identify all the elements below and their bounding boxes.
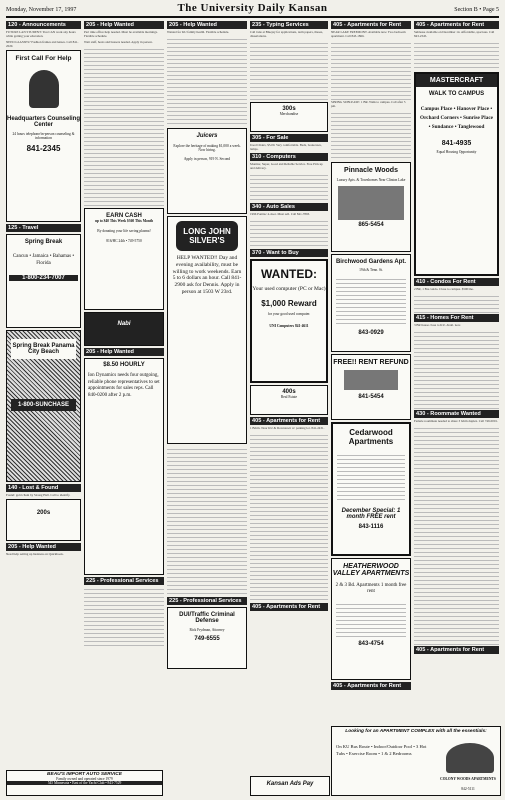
classified-text: FUTURE LAN STUDENT: You CAN work any hours while getting your education. bbox=[6, 30, 76, 38]
ad-title: BEAU'S IMPORT AUTO SERVICE bbox=[47, 772, 122, 777]
section-heading: 410 - Condos For Rent bbox=[414, 278, 499, 286]
section-heading: 120 - Announcements bbox=[6, 21, 81, 29]
classified-text-block bbox=[414, 293, 499, 313]
classified-text: Part time office help needed. Must be available mornings. Flexible schedule. bbox=[84, 30, 158, 38]
beaus-auto-ad bbox=[6, 770, 163, 796]
ad-list: Cancun • Jamaica • Bahamas • Florida bbox=[12, 254, 75, 266]
ad-company: UNI Computers 841-4611 bbox=[269, 323, 309, 328]
ad-body: Your used computer (PC or Mac) bbox=[252, 286, 326, 292]
ad-title: Cedarwood Apartments bbox=[348, 428, 394, 446]
classified-text-block bbox=[331, 110, 411, 160]
classified-text-block bbox=[331, 40, 411, 100]
section-heading: 140 - Lost & Found bbox=[6, 484, 81, 492]
section-heading: 405 - Apartments for Rent bbox=[331, 682, 411, 690]
header-date: Monday, November 17, 1997 bbox=[6, 7, 77, 13]
phone-illustration bbox=[29, 70, 59, 108]
masthead-title: The University Daily Kansan bbox=[177, 2, 328, 14]
ad-phone: 843-4754 bbox=[358, 641, 384, 647]
section-heading: 225 - Professional Services bbox=[84, 577, 164, 585]
ad-subtitle: Real Estate bbox=[280, 395, 298, 399]
ad-list: Campus Place • Hanover Place • Orchard Corners • Sunrise Place • Sundance • Tanglewood bbox=[420, 106, 493, 130]
classified-text: NEAR LAKE FREEMONT. Available now. Two bedroom apartment. Call 843-1866. bbox=[331, 30, 406, 38]
ad-phone: 843-1116 bbox=[358, 524, 384, 530]
uni-computers-ad bbox=[250, 259, 328, 383]
column-4 bbox=[250, 20, 328, 796]
column-1 bbox=[6, 20, 81, 796]
ad-subtitle: up to $40 This Week $360 This Month bbox=[94, 219, 154, 223]
juicers-ad bbox=[167, 128, 247, 214]
classified-text-block bbox=[414, 329, 499, 409]
ad-note: Equal Housing Opportunity bbox=[436, 150, 477, 154]
ad-title: Birchwood Gardens Apt. bbox=[335, 259, 407, 265]
classified-text-block bbox=[250, 40, 328, 100]
header-section: Section B • Page 5 bbox=[454, 7, 499, 13]
ad-note: By donating your life saving plasma! bbox=[97, 229, 151, 234]
ad-address: Apply in person, 919 N. Second bbox=[183, 157, 231, 162]
section-heading: 305 - For Sale bbox=[250, 134, 328, 142]
classified-text: Female roommate needed to share 3 bdrm duplex. Call 749-0001. bbox=[414, 419, 498, 423]
classified-text: Wait staff, hosts and bussers needed. Apply in person. bbox=[84, 40, 153, 44]
spring-break-ad bbox=[6, 234, 81, 328]
ad-phone: 1-800-SUNCHASE bbox=[11, 399, 76, 411]
ad-address: 545 Minnesota • East of the Yacht Club • 843-7529 bbox=[7, 781, 162, 785]
ad-title: FREE!! RENT REFUND bbox=[333, 359, 409, 366]
classified-text-block bbox=[167, 36, 247, 126]
classified-text: Used Chairs, $5.00. Very comfortable. Beds, bookcases, lamps. bbox=[250, 143, 322, 151]
page-header bbox=[6, 2, 499, 18]
ad-phone: 841-2345 bbox=[26, 144, 61, 154]
section-heading: 225 - Professional Services bbox=[167, 597, 247, 605]
ad-subtitle: for your good used computer. bbox=[267, 311, 311, 316]
ad-title: 400s bbox=[282, 389, 296, 395]
classified-text-block bbox=[414, 40, 499, 70]
plasma-ad bbox=[84, 208, 164, 310]
headquarters-ad bbox=[6, 50, 81, 222]
ad-title: EARN CASH bbox=[106, 213, 142, 219]
employment-header: 200s bbox=[6, 499, 81, 541]
ion-dynamics-ad bbox=[84, 358, 164, 575]
section-heading: 405 - Apartments for Rent bbox=[250, 417, 328, 425]
classified-text: 2 BR, 1 BA condo. Close to campus. $500/mo. bbox=[414, 287, 474, 291]
classified-text: Sublease available on December 14. Affordable, spacious. Call 843-2345. bbox=[414, 30, 495, 38]
classified-text-block bbox=[250, 432, 328, 602]
ad-phone: 841-4935 bbox=[441, 140, 472, 147]
classified-text: 1996 Pontiac 4-door. Must sell. Call 841-7893. bbox=[250, 212, 310, 216]
classified-text: Found: gold chain by Strong Hall. Call to identify. bbox=[6, 493, 71, 497]
ad-title: Juicers bbox=[196, 133, 218, 139]
ad-subtitle: 24 hours telephone/in-person counseling & information bbox=[12, 132, 75, 141]
ad-phone: 1-800-234-7007 bbox=[9, 275, 78, 281]
classified-text: Need help setting up business on Quickbook. bbox=[6, 552, 64, 556]
ad-title: $8.50 HOURLY bbox=[103, 362, 145, 368]
ad-special: December Special: 1 month FREE rent bbox=[341, 508, 401, 520]
building-photo bbox=[338, 186, 404, 220]
ad-title: HEATHERWOOD VALLEY APARTMENTS bbox=[332, 563, 410, 577]
ad-copy bbox=[337, 452, 405, 502]
section-heading: 235 - Typing Services bbox=[250, 21, 328, 29]
ad-subtitle: Family owned and operated since 1979 bbox=[56, 777, 113, 781]
rent-refund-ad bbox=[331, 354, 411, 420]
column-3 bbox=[167, 20, 247, 796]
classified-text: NEED GLASSES? Fashion frames and lenses. Call 841-2020. bbox=[6, 40, 79, 48]
sunchase-ad bbox=[6, 330, 81, 482]
classified-text-block bbox=[84, 46, 164, 206]
ad-phone: 749-6555 bbox=[194, 636, 220, 643]
classified-text: 1 Bdrm. Near KU & Downtown w/ parking lot. 841-2431. bbox=[250, 426, 325, 430]
section-heading: 205 - Help Wanted bbox=[167, 21, 247, 29]
ad-title: Nabi bbox=[117, 321, 131, 327]
ad-name: Headquarters Counseling Center bbox=[7, 116, 81, 128]
ad-name: COLONY WOODS APARTMENTS bbox=[440, 777, 496, 781]
section-heading: 405 - Apartments for Rent bbox=[331, 21, 411, 29]
long-john-silvers-ad bbox=[167, 216, 247, 444]
ad-phone: 843-0929 bbox=[358, 330, 384, 337]
classified-text-block bbox=[250, 218, 328, 248]
ad-subtitle: 2 & 3 Bd. Apartments 1 month free rent bbox=[335, 583, 407, 594]
ad-list: On KU Bus Route • Indoor/Outdoor Pool • 3 Hot Tubs • Exercise Room • 1 & 2 Bedrooms bbox=[336, 744, 427, 756]
section-heading: 405 - Apartments for Rent bbox=[414, 646, 499, 654]
ad-body: Ion Dynamics needs four outgoing, reliable phone representatives to set appointments for sales reps. Call 840-0200 after 2 p.m. bbox=[88, 373, 160, 398]
ad-title: First Call For Help bbox=[15, 55, 72, 62]
pinnacle-woods-ad bbox=[331, 162, 411, 252]
ad-subtitle: 19th & Tenn. St. bbox=[359, 268, 383, 272]
ad-title: WANTED: bbox=[261, 267, 317, 281]
ad-title: MASTERCRAFT bbox=[416, 74, 497, 87]
classified-text: Wanted for KU family health. Flexible schedule. bbox=[167, 30, 230, 34]
ad-subtitle: WALK TO CAMPUS bbox=[428, 91, 485, 97]
ad-phone: 842-5111 bbox=[461, 787, 475, 791]
ad-body: HELP WANTED!! Day and evening availability, must be willing to work weekends. Earn 5 to 6 dollars an hour. Call 841-2900 ask for Dennis. Apply in person at 1503 W 23rd. bbox=[172, 255, 242, 295]
section-heading: 310 - Computers bbox=[250, 153, 328, 161]
column-5 bbox=[331, 20, 411, 796]
section-heading: 430 - Roommate Wanted bbox=[414, 410, 499, 418]
merchandise-header bbox=[250, 102, 328, 132]
column-6 bbox=[414, 20, 499, 796]
column-2 bbox=[84, 20, 164, 796]
classified-text-block bbox=[167, 446, 247, 596]
classified-text-block bbox=[250, 172, 328, 202]
ad-title: 300s bbox=[282, 106, 296, 112]
birchwood-ad bbox=[331, 254, 411, 352]
attorney-ad bbox=[167, 607, 247, 669]
ad-title: DUI/Traffic Criminal Defense bbox=[179, 612, 235, 624]
ad-subtitle: Merchandise bbox=[279, 112, 299, 116]
kansan-ads-pay-ad bbox=[250, 776, 330, 796]
section-heading: 340 - Auto Sales bbox=[250, 203, 328, 211]
ad-title: Spring Break Panama City Beach bbox=[12, 343, 75, 355]
section-heading: 205 - Help Wanted bbox=[6, 543, 81, 551]
ad-subtitle: Luxury Apts. & Townhomes Near Clinton Lake bbox=[336, 178, 406, 182]
colony-woods-ad bbox=[331, 726, 501, 796]
section-heading: 405 - Apartments for Rent bbox=[414, 21, 499, 29]
ad-copy bbox=[336, 276, 406, 326]
section-heading: 205 - Help Wanted bbox=[84, 21, 164, 29]
nabi-ad bbox=[84, 312, 164, 346]
ad-title: LONG JOHN SILVER'S bbox=[183, 227, 231, 245]
classified-text: SPRING SUBLEASE: 1 BR. Walk to campus. Call after 5 pm. bbox=[331, 100, 406, 108]
ad-phone: 816/HC 24th • 749-5750 bbox=[106, 239, 142, 244]
classified-text-block bbox=[414, 425, 499, 645]
ad-title: Kansan Ads Pay bbox=[266, 781, 314, 787]
section-heading: 205 - Help Wanted bbox=[84, 348, 164, 356]
real-estate-header bbox=[250, 385, 328, 415]
classified-text: Monitor, Super, Good and Reliable Service. Free Pick up and delivery. bbox=[250, 162, 323, 170]
ad-title: Pinnacle Woods bbox=[344, 167, 398, 174]
classified-text-block bbox=[84, 586, 164, 646]
ad-phone: 865-5454 bbox=[358, 222, 384, 229]
ad-subtitle: Rick Frydman, Attorney bbox=[189, 628, 225, 632]
colony-woods-logo bbox=[446, 743, 494, 773]
logo-graphic bbox=[344, 370, 398, 390]
classified-text: Call Jade at Bluejay for applications, term papers, theses, dissertations. bbox=[250, 30, 324, 38]
ad-subtitle: Explore the heritage of making $1,000 a week. Now hiring. bbox=[173, 144, 241, 153]
mastercraft-ad bbox=[414, 72, 499, 276]
section-heading: 405 - Apartments for Rent bbox=[250, 603, 328, 611]
section-heading: 125 - Travel bbox=[6, 224, 81, 232]
classified-text: 3 BR house close to KU. Avail. now. bbox=[414, 323, 461, 327]
ad-title: Looking for an APARTMENT COMPLEX with all the essentials: bbox=[345, 729, 487, 734]
section-heading: 415 - Homes For Rent bbox=[414, 314, 499, 322]
ad-reward: $1,000 Reward bbox=[261, 298, 317, 308]
section-heading: 370 - Want to Buy bbox=[250, 249, 328, 257]
ad-title: Spring Break bbox=[24, 239, 63, 245]
ad-copy bbox=[336, 601, 406, 637]
ad-phone: 841-5454 bbox=[358, 394, 384, 400]
heatherwood-ad bbox=[331, 558, 411, 680]
cedarwood-ad bbox=[331, 422, 411, 556]
